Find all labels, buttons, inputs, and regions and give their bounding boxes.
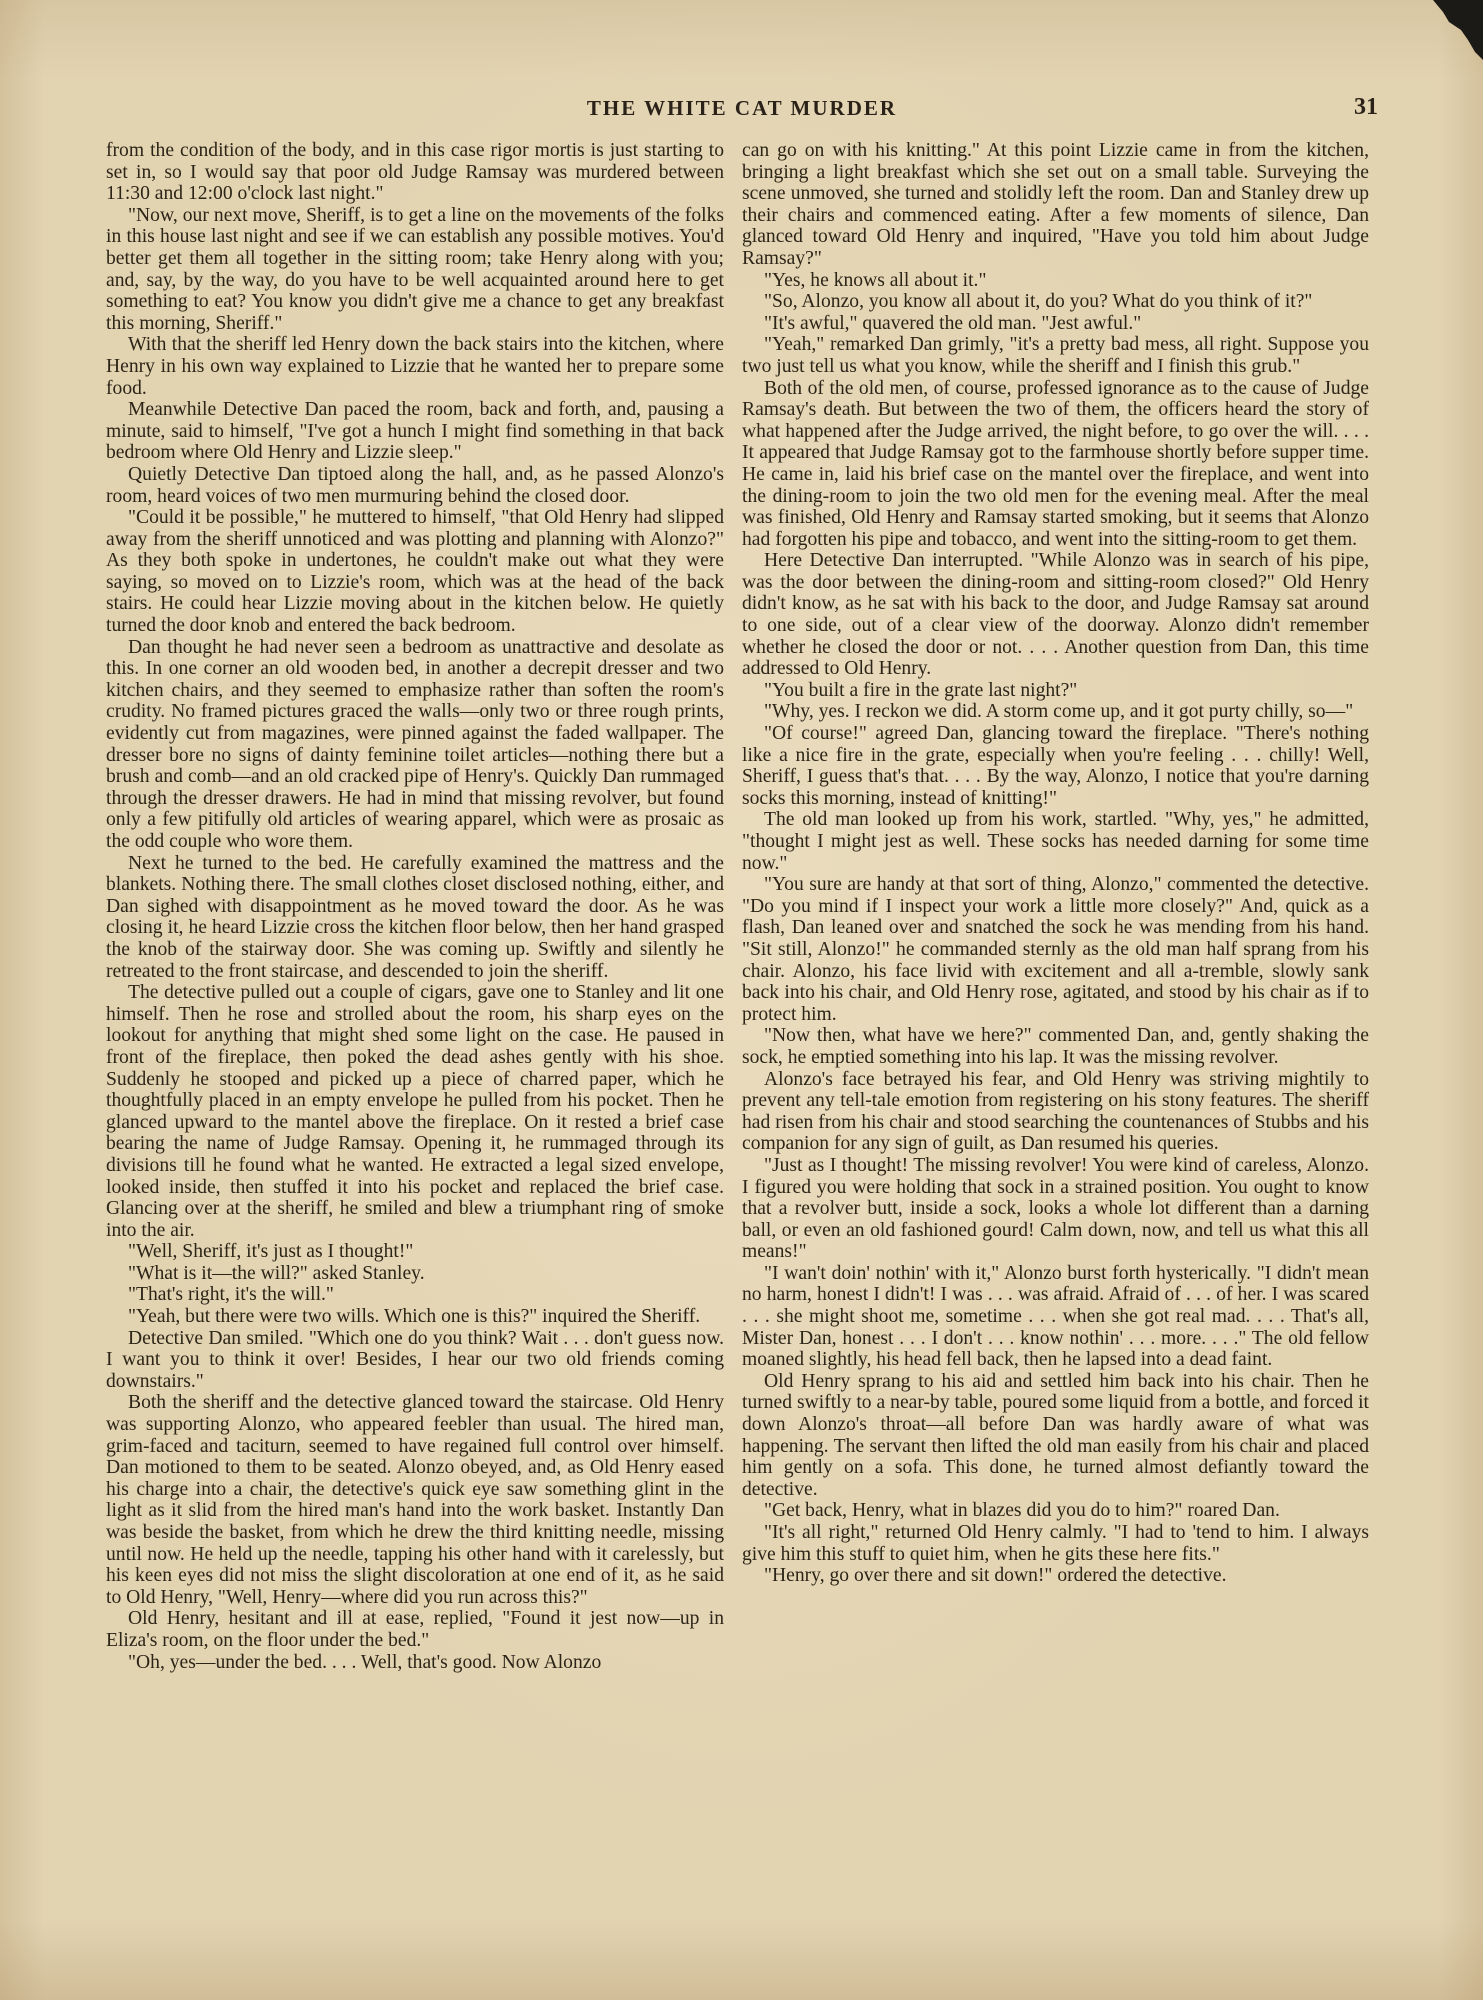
paragraph: "Henry, go over there and sit down!" ordered the detective. xyxy=(764,1565,1227,1587)
paragraph: "Well, Sheriff, it's just as I thought!" xyxy=(128,1241,414,1263)
paragraph: The old man looked up from his work, startled. "Why, yes," he admitted, "thought I might jest as well. These socks has needed darning for some time now." xyxy=(742,809,1369,874)
paragraph: from the condition of the body, and in this case rigor mortis is just starting to set in, so I would say that poor old Judge Ramsay was murdered between 11:30 and 12:00 o'clock last night." xyxy=(106,140,724,205)
paragraph: "What is it—the will?" asked Stanley. xyxy=(128,1262,425,1284)
paragraph: "That's right, it's the will." xyxy=(128,1284,334,1306)
paragraph: Both the sheriff and the detective glanced toward the staircase. Old Henry was supporting Alonzo, who appeared feebler than usual. The hired man, grim-faced and taciturn, seemed to have regained full control over himself. Dan motioned to them to be seated. Alonzo obeyed, and, as Old Henry eased his charge into a chair, the detective's quick eye saw something glint in the light as it slid from the hired man's hand into the work basket. Instantly Dan was beside the basket, from which he drew the third knitting needle, missing until now. He held up the needle, tapping his other hand with it carelessly, but his keen eyes did not miss the slight discoloration at one end of it, as he said to Old Henry, "Well, Henry—where did you run across this?" xyxy=(106,1392,724,1608)
paragraph: "Why, yes. I reckon we did. A storm come up, and it got purty chilly, so—" xyxy=(764,701,1354,723)
paragraph: Here Detective Dan interrupted. "While Alonzo was in search of his pipe, was the door between the dining-room and sitting-room closed?" Old Henry didn't know, as he sat with his back to the door, and Judge Ramsay sat around to one side, out of a clear view of the doorway. Alonzo didn't remember whether he closed the door or not. . . . Another question from Dan, this time addressed to Old Henry. xyxy=(742,550,1369,680)
right-column xyxy=(742,140,1369,1587)
running-title: THE WHITE CAT MURDER xyxy=(586,96,898,120)
paragraph: "Get back, Henry, what in blazes did you do to him?" roared Dan. xyxy=(764,1500,1280,1522)
page-header xyxy=(106,96,1378,126)
paragraph: "Just as I thought! The missing revolver! You were kind of careless, Alonzo. I figured you were holding that sock in a strained position. You ought to know that a revolver butt, inside a sock, looks a whole lot different than a darning ball, or even an old fashioned gourd! Calm down, now, and tell us what this all means!" xyxy=(742,1154,1369,1263)
paragraph: can go on with his knitting." At this point Lizzie came in from the kitchen, bringing a light breakfast which she set out on a small table. Surveying the scene unmoved, she turned and stolidly left the room. Dan and Stanley drew up their chairs and commenced eating. After a few moments of silence, Dan glanced toward Old Henry and inquired, "Have you told him about Judge Ramsay?" xyxy=(742,140,1369,269)
paragraph: With that the sheriff led Henry down the back stairs into the kitchen, where Henry in his own way explained to Lizzie that he wanted her to prepare some food. xyxy=(106,334,724,399)
paragraph: "So, Alonzo, you know all about it, do you? What do you think of it?" xyxy=(764,291,1313,313)
paragraph: "Now then, what have we here?" commented Dan, and, gently shaking the sock, he emptied something into his lap. It was the missing revolver. xyxy=(742,1025,1369,1068)
torn-corner xyxy=(1413,0,1483,60)
paragraph: "I wan't doin' nothin' with it," Alonzo burst forth hysterically. "I didn't mean no harm, honest I didn't! I was . . . was afraid. Afraid of . . . of her. I was scared . . . she might shoot me, sometime . . . when she got real mad. . . . That's all, Mister Dan, honest . . . I don't . . . know nothin' . . . more. . . ." The old fellow moaned slightly, his head fell back, then he lapsed into a dead faint. xyxy=(742,1262,1369,1371)
paragraph: "Of course!" agreed Dan, glancing toward the fireplace. "There's nothing like a nice fire in the grate, especially when you're feeling . . . chilly! Well, Sheriff, I guess that's that. . . . By the way, Alonzo, I notice that you're darning socks this morning, instead of knitting!" xyxy=(742,723,1369,809)
paragraph: "Oh, yes—under the bed. . . . Well, that's good. Now Alonzo xyxy=(128,1651,602,1673)
paragraph: Detective Dan smiled. "Which one do you think? Wait . . . don't guess now. I want you to think it over! Besides, I hear our two old friends coming downstairs." xyxy=(106,1327,724,1392)
left-column xyxy=(106,140,724,1673)
paragraph: Meanwhile Detective Dan paced the room, back and forth, and, pausing a minute, said to himself, "I've got a hunch I might find something in that back bedroom where Old Henry and Lizzie sleep." xyxy=(106,399,724,464)
paragraph: Alonzo's face betrayed his fear, and Old Henry was striving mightily to prevent any tell-tale emotion from registering on his stony features. The sheriff had risen from his chair and stood searching the countenances of Stubbs and his companion for any sign of guilt, as Dan resumed his queries. xyxy=(742,1068,1369,1155)
paragraph: "Could it be possible," he muttered to himself, "that Old Henry had slipped away from the sheriff unnoticed and was plotting and planning with Alonzo?" As they both spoke in undertones, he couldn't make out what they were saying, so moved on to Lizzie's room, which was at the head of the back stairs. He could hear Lizzie moving about in the kitchen below. He quietly turned the door knob and entered the back bedroom. xyxy=(106,507,724,637)
paragraph: Quietly Detective Dan tiptoed along the hall, and, as he passed Alonzo's room, heard voices of two men murmuring behind the closed door. xyxy=(106,463,724,507)
paragraph: Both of the old men, of course, professed ignorance as to the cause of Judge Ramsay's death. But between the two of them, the officers heard the story of what happened after the Judge arrived, the night before, to go over the will. . . . It appeared that Judge Ramsay got to the farmhouse shortly before supper time. He came in, laid his brief case on the mantel over the fireplace, and went into the dining-room to join the two old men for the evening meal. After the meal was finished, Old Henry and Ramsay started smoking, but it seems that Alonzo had forgotten his pipe and tobacco, and went into the sitting-room to get them. xyxy=(742,377,1369,550)
paragraph: "Yeah," remarked Dan grimly, "it's a pretty bad mess, all right. Suppose you two just tell us what you know, while the sheriff and I finish this grub." xyxy=(742,334,1369,377)
paragraph: Old Henry sprang to his aid and settled him back into his chair. Then he turned swiftly to a near-by table, poured some liquid from a bottle, and forced it down Alonzo's throat—all before Dan was hardly aware of what was happening. The servant then lifted the old man easily from his chair and placed him gently on a sofa. This done, he turned almost defiantly toward the detective. xyxy=(742,1370,1369,1500)
paragraph: "Yeah, but there were two wills. Which one is this?" inquired the Sheriff. xyxy=(128,1306,701,1328)
paragraph: Dan thought he had never seen a bedroom as unattractive and desolate as this. In one corner an old wooden bed, in another a decrepit dresser and two kitchen chairs, and they seemed to emphasize rather than soften the room's crudity. No framed pictures graced the walls—only two or three rough prints, evidently cut from magazines, were pinned against the faded wallpaper. The dresser bore no signs of dainty feminine toilet articles—nothing there but a brush and comb—and an old cracked pipe of Henry's. Quickly Dan rummaged through the dresser drawers. He had in mind that missing revolver, but found only a few pitifully old articles of wearing apparel, which were as prosaic as the odd couple who wore them. xyxy=(106,636,724,852)
paragraph: "Now, our next move, Sheriff, is to get a line on the movements of the folks in this house last night and see if we can establish any possible motives. You'd better get them all together in the sitting room; take Henry along with you; and, say, by the way, do you have to be well acquainted around here to get something to eat? You know you didn't give me a chance to get any breakfast this morning, Sheriff." xyxy=(106,204,724,334)
paragraph: "You sure are handy at that sort of thing, Alonzo," commented the detective. "Do you mind if I inspect your work a little more closely?" And, quick as a flash, Dan leaned over and snatched the sock he was mending from his hand. "Sit still, Alonzo!" he commanded sternly as the old man half sprang from his chair. Alonzo, his face livid with excitement and all a-tremble, slowly sank back into his chair, and Old Henry rose, agitated, and stood by his chair as if to protect him. xyxy=(742,874,1369,1025)
paragraph: Old Henry, hesitant and ill at ease, replied, "Found it jest now—up in Eliza's room, on the floor under the bed." xyxy=(106,1608,724,1651)
page-number: 31 xyxy=(1354,94,1378,120)
paragraph: Next he turned to the bed. He carefully examined the mattress and the blankets. Nothing there. The small clothes closet disclosed nothing, either, and Dan sighed with disappointment as he moved toward the door. As he was closing it, he heard Lizzie cross the kitchen floor below, then her hand grasped the knob of the stairway door. She was coming up. Swiftly and silently he retreated to the front staircase, and descended to join the sheriff. xyxy=(106,852,724,982)
paragraph: "It's awful," quavered the old man. "Jest awful." xyxy=(764,312,1142,334)
paragraph: "You built a fire in the grate last night?" xyxy=(764,679,1078,701)
paragraph: The detective pulled out a couple of cigars, gave one to Stanley and lit one himself. Then he rose and strolled about the room, his sharp eyes on the lookout for anything that might shed some light on the case. He paused in front of the fireplace, then poked the dead ashes gently with his shoe. Suddenly he stooped and picked up a piece of charred paper, which he thoughtfully placed in an empty envelope he pulled from his pocket. Then he glanced upward to the mantel above the fireplace. On it rested a brief case bearing the name of Judge Ramsay. Opening it, he rummaged through its divisions till he found what he wanted. He extracted a legal sized envelope, looked inside, then stuffed it into his pocket and replaced the brief case. Glancing over at the sheriff, he smiled and blew a triumphant ring of smoke into the air. xyxy=(106,982,724,1241)
paragraph: "Yes, he knows all about it." xyxy=(764,269,987,291)
paragraph: "It's all right," returned Old Henry calmly. "I had to 'tend to him. I always give him this stuff to quiet him, when he gits these here fits." xyxy=(742,1522,1369,1565)
